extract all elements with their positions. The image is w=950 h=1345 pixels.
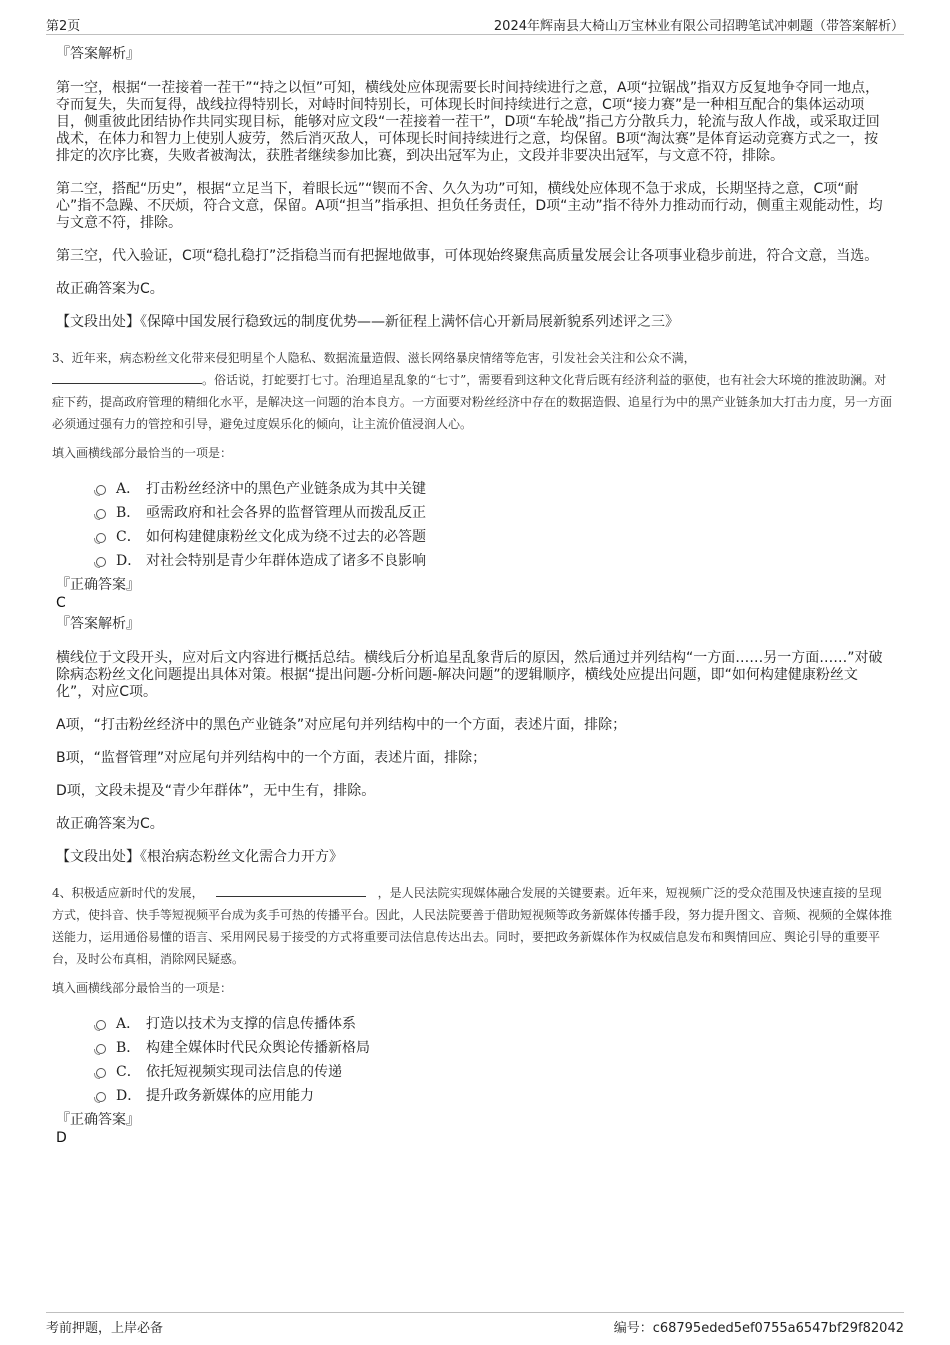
option-a[interactable]: A． 打击粉丝经济中的黑色产业链条成为其中关键 [56,477,892,501]
question-stem-text: 。俗话说，打蛇要打七寸。治理追星乱象的“七寸”，需要看到这种文化背后既有经济利益的驱使，也有社会大环境的推波助澜。对症下药，提高政府管理的精细化水平，是解决这一问题的治本良方。一方面要对粉丝经济中存在的数据造假、追星行为中的黑产业链条加大打击力度，另一方面必须通过强有力的管控和引导，避免过度娱乐化的倾向，让主流价值浸润人心。 [52,373,893,431]
analysis-heading: 『答案解析』 [56,616,140,632]
answer-blank [52,371,202,384]
analysis-paragraph: A项，“打击粉丝经济中的黑色产业链条”对应尾句并列结构中的一个方面，表述片面，排除； [56,717,627,733]
radio-icon[interactable] [96,533,106,543]
analysis-paragraph: 第一空，根据“一茬接着一茬干”“持之以恒”可知，横线处应体现需要长时间持续进行之意，A项“拉锯战”指双方反复地争夺同一地点，夺而复失，失而复得，战线拉得特别长，对峙时间特别长，可体现长时间持续进行之意，C项“接力赛”是一种相互配合的集体运动项目，侧重彼此团结协作共同实现目标，能够对应文段“一茬接着一茬干”，D项“车轮战”指己方分散兵力，轮流与敌人作战，或采取迂回战术，在体力和智力上使别人疲劳，然后消灭敌人，可体现长时间持续进行之意，均保留。B项“淘汰赛”是体育运动竞赛方式之一，按排定的次序比赛，失败者被淘汰，获胜者继续参加比赛，到决出冠军为止，文段并非要决出冠军，与文意不符，排除。 [56,80,880,164]
option-c[interactable]: C． 依托短视频实现司法信息的传递 [56,1060,892,1084]
radio-icon[interactable] [96,1092,106,1102]
radio-icon[interactable] [96,557,106,567]
correct-answer: C [56,595,66,611]
radio-icon[interactable] [96,1020,106,1030]
page-number: 第2页 [46,19,81,34]
question-stem [52,347,892,435]
analysis-paragraph: 横线位于文段开头，应对后文内容进行概括总结。横线后分析追星乱象背后的原因，然后通过并列结构“一方面……另一方面……”对破除病态粉丝文化问题提出具体对策。根据“提出问题-分析问题-解决问题”的逻辑顺序，横线处应提出问题，即“如何构建健康粉丝文化”，对应C项。 [56,650,883,700]
document-title: 2024年辉南县大椅山万宝林业有限公司招聘笔试冲刺题（带答案解析） [493,19,904,34]
question-stem-text: 3、近年来，病态粉丝文化带来侵犯明星个人隐私、数据流量造假、滋长网络暴戾情绪等危害，引发社会关注和公众不满， [52,351,696,365]
page-footer [46,1312,904,1337]
option-b[interactable]: B． 亟需政府和社会各界的监督管理从而拨乱反正 [56,501,892,525]
option-c[interactable]: C． 如何构建健康粉丝文化成为绕不过去的必答题 [56,525,892,549]
page-header [46,12,904,35]
source-citation: 【文段出处】《保障中国发展行稳致远的制度优势——新征程上满怀信心开新局展新貌系列述评之三》 [56,314,679,330]
option-b[interactable]: B． 构建全媒体时代民众舆论传播新格局 [56,1036,892,1060]
question-prompt: 填入画横线部分最恰当的一项是： [52,981,233,995]
analysis-paragraph: B项，“监督管理”对应尾句并列结构中的一个方面，表述片面，排除； [56,750,487,766]
conclusion-text: 故正确答案为C。 [56,281,164,297]
options-list [56,477,892,573]
option-a[interactable]: A． 打造以技术为支撑的信息传播体系 [56,1012,892,1036]
analysis-paragraph: D项，文段未提及“青少年群体”，无中生有，排除。 [56,783,376,799]
radio-icon[interactable] [96,1068,106,1078]
main-content [52,44,893,1147]
correct-answer-heading: 『正确答案』 [56,1112,140,1128]
analysis-paragraph: 第二空，搭配“历史”，根据“立足当下，着眼长远”“锲而不舍、久久为功”可知，横线处应体现不急于求成，长期坚持之意，C项“耐心”指不急躁、不厌烦，符合文意，保留。A项“担当”指承担、担负任务责任，D项“主动”指不待外力推动而行动，侧重主观能动性，均与文意不符，排除。 [56,181,883,231]
document-code: 编号：c68795eded5ef0755a6547bf29f82042 [613,1321,904,1336]
radio-icon[interactable] [96,1044,106,1054]
option-d[interactable]: D． 对社会特别是青少年群体造成了诸多不良影响 [56,549,892,573]
question-stem-text: ，是人民法院实现媒体融合发展的关键要素。近年来，短视频广泛的受众范围及快速直接的呈现方式，使抖音、快手等短视频平台成为炙手可热的传播平台。因此，人民法院要善于借助短视频等政务新媒体传播手段，努力提升图文、音频、视频的全媒体推送能力，运用通俗易懂的语言、采用网民易于接受的方式将重要司法信息传达出去。同时，要把政务新媒体作为权威信息发布和舆情回应、舆论引导的重要平台，及时公布真相，消除网民疑惑。 [52,886,893,966]
question-stem [52,882,892,970]
question-prompt: 填入画横线部分最恰当的一项是： [52,446,233,460]
correct-answer-heading: 『正确答案』 [56,577,140,593]
analysis-paragraph: 第三空，代入验证，C项“稳扎稳打”泛指稳当而有把握地做事，可体现始终聚焦高质量发展会让各项事业稳步前进，符合文意，当选。 [56,248,879,264]
radio-icon[interactable] [96,509,106,519]
question-stem-text: 4、积极适应新时代的发展， [52,886,204,900]
option-d[interactable]: D． 提升政务新媒体的应用能力 [56,1084,892,1108]
source-citation: 【文段出处】《根治病态粉丝文化需合力开方》 [56,849,343,865]
footer-note: 考前押题，上岸必备 [46,1321,164,1336]
conclusion-text: 故正确答案为C。 [56,816,164,832]
question-3 [52,347,893,866]
answer-blank [216,884,366,897]
options-list [56,1012,892,1108]
correct-answer: D [56,1130,67,1146]
radio-icon[interactable] [96,485,106,495]
analysis-heading: 『答案解析』 [56,46,140,62]
question-4 [52,882,893,1147]
